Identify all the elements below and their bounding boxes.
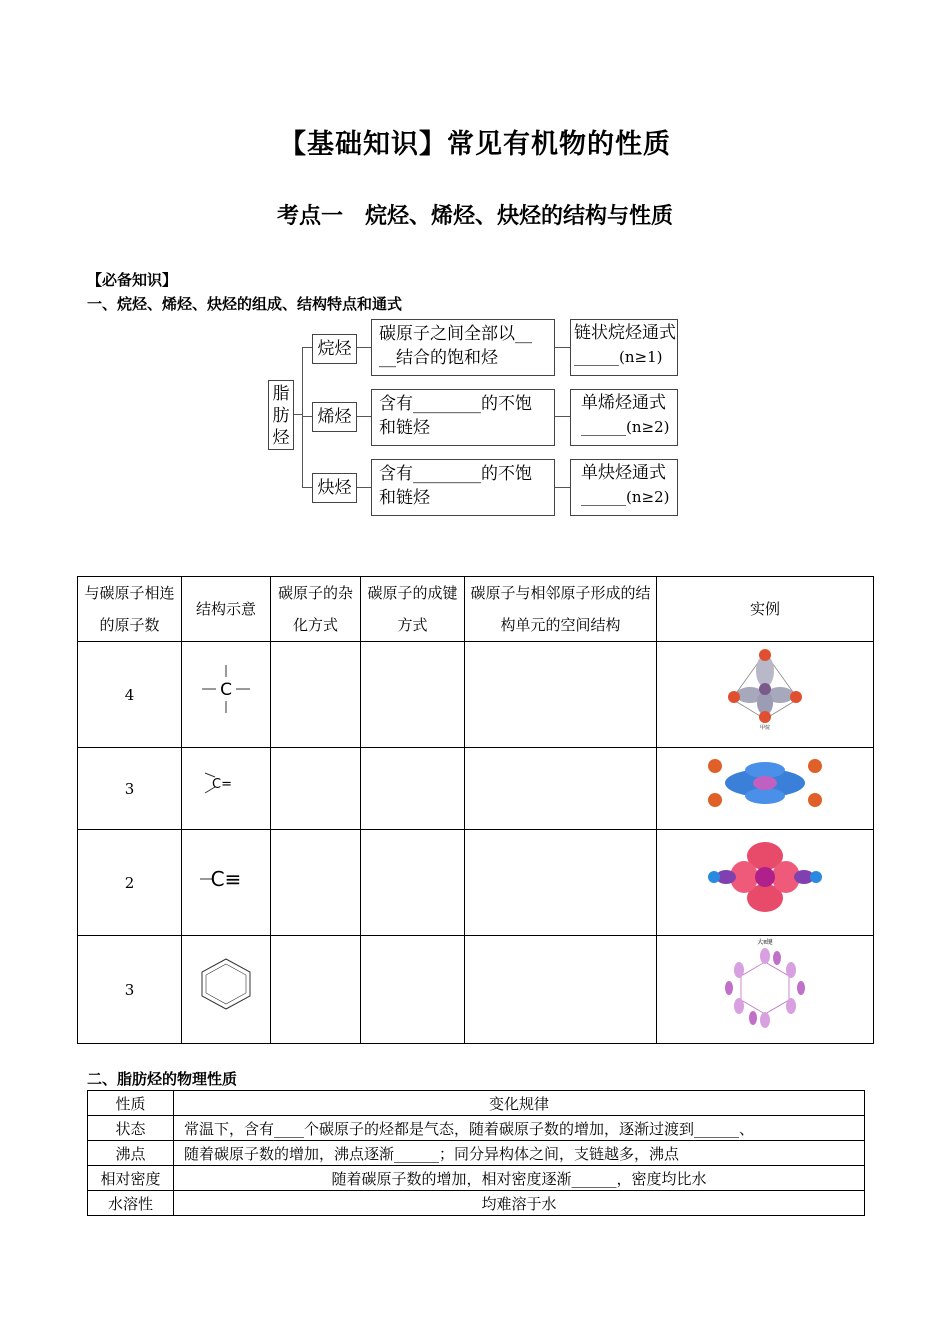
table-header: 碳原子与相邻原子形成的结构单元的空间结构 [465, 577, 657, 642]
diagram-alkene-formula [570, 389, 678, 446]
table-header: 碳原子的杂化方式 [271, 577, 361, 642]
table-header: 碳原子的成键方式 [361, 577, 465, 642]
structure-cell [182, 830, 271, 936]
formula-label: 单烯烃通式 [581, 393, 666, 413]
neighbor-count: 4 [78, 642, 182, 748]
table-header: 与碳原子相连的原子数 [78, 577, 182, 642]
physical-properties-table [87, 1090, 865, 1216]
section-label: 【必备知识】 [87, 271, 178, 289]
desc-line: 碳原子之间全部以__ [379, 324, 532, 344]
table-row [78, 748, 874, 830]
diagram-alkane-desc [371, 319, 555, 376]
bracket-line [302, 347, 303, 488]
example-cell [657, 748, 874, 830]
connector-line [555, 487, 570, 488]
bracket-line [302, 487, 312, 488]
connector-line [555, 416, 570, 417]
bracket-line [294, 414, 302, 415]
empty-cell [361, 936, 465, 1044]
desc-line: 和链烃 [379, 418, 430, 438]
desc-line: 和链烃 [379, 488, 430, 508]
section1-heading: 一、烷烃、烯烃、炔烃的组成、结构特点和通式 [87, 295, 403, 313]
carbon-symbol: C= [212, 777, 232, 792]
diagram-alkene: 烯烃 [312, 402, 357, 432]
table-header-row [78, 577, 874, 642]
table-header: 性质 [88, 1091, 174, 1116]
connector-line [357, 416, 371, 417]
methane-model-icon [720, 647, 810, 731]
property-name: 相对密度 [88, 1166, 174, 1191]
acetylene-model-icon [706, 834, 824, 920]
table-header: 变化规律 [174, 1091, 865, 1116]
sp2-carbon-icon [201, 763, 251, 803]
root-char: 肪 [272, 406, 290, 426]
bracket-line [302, 416, 312, 417]
diagram-alkane-formula [570, 319, 678, 376]
diagram-alkane: 烷烃 [312, 334, 357, 364]
formula-blank: ______(n≥2) [581, 418, 670, 436]
connector-line [555, 347, 570, 348]
carbon-symbol: C [220, 680, 232, 700]
connector-line [357, 347, 371, 348]
property-rule: 随着碳原子数的增加，沸点逐渐______；同分异构体之间，支链越多，沸点 [174, 1141, 865, 1166]
desc-line: 含有________的不饱 [379, 394, 532, 414]
structure-cell [182, 748, 271, 830]
property-rule: 均难溶于水 [174, 1191, 865, 1216]
empty-cell [271, 642, 361, 748]
empty-cell [271, 936, 361, 1044]
property-name: 水溶性 [88, 1191, 174, 1216]
methane-label: 甲烷 [759, 725, 771, 731]
empty-cell [361, 748, 465, 830]
diagram-root [268, 380, 294, 450]
property-name: 状态 [88, 1116, 174, 1141]
empty-cell [361, 830, 465, 936]
root-char: 脂 [272, 384, 290, 404]
table-header-row [88, 1091, 865, 1116]
structure-cell [182, 642, 271, 748]
empty-cell [361, 642, 465, 748]
formula-label: 链状烷烃通式 [574, 323, 676, 343]
empty-cell [465, 936, 657, 1044]
example-cell [657, 642, 874, 748]
formula-label: 单炔烃通式 [581, 463, 666, 483]
neighbor-count: 2 [78, 830, 182, 936]
connector-line [357, 487, 371, 488]
structure-cell [182, 936, 271, 1044]
empty-cell [465, 748, 657, 830]
desc-line: __结合的饱和烃 [379, 348, 498, 368]
page-subtitle: 考点一 烷烃、烯烃、炔烃的结构与性质 [276, 204, 673, 229]
table-header: 实例 [657, 577, 874, 642]
sp3-carbon-icon [196, 659, 256, 719]
table-row [88, 1191, 865, 1216]
table-row [78, 936, 874, 1044]
property-name: 沸点 [88, 1141, 174, 1166]
pi-bond-label: 大π键 [757, 939, 773, 946]
diagram-alkyne: 炔烃 [312, 473, 357, 503]
benzene-ring-icon [196, 956, 256, 1012]
desc-line: 含有________的不饱 [379, 464, 532, 484]
property-rule: 随着碳原子数的增加，相对密度逐渐______，密度均比水 [174, 1166, 865, 1191]
table-header: 结构示意 [182, 577, 271, 642]
root-char: 烃 [272, 428, 290, 448]
bracket-line [302, 347, 312, 348]
table-row [88, 1166, 865, 1191]
diagram-alkyne-desc [371, 459, 555, 516]
table-row [88, 1141, 865, 1166]
formula-blank: ______(n≥2) [581, 488, 670, 506]
carbon-symbol: C≡ [210, 867, 242, 891]
example-cell [657, 830, 874, 936]
page-title: 【基础知识】常见有机物的性质 [279, 129, 671, 160]
table-row [78, 642, 874, 748]
section2-heading: 二、脂肪烃的物理性质 [87, 1070, 238, 1088]
property-rule: 常温下，含有____个碳原子的烃都是气态，随着碳原子数的增加，逐渐过渡到______、 [174, 1116, 865, 1141]
table-row [88, 1116, 865, 1141]
empty-cell [465, 642, 657, 748]
neighbor-count: 3 [78, 748, 182, 830]
formula-blank: ______(n≥1) [574, 348, 663, 366]
benzene-pi-bond-icon [717, 936, 813, 1032]
empty-cell [465, 830, 657, 936]
table-row [78, 830, 874, 936]
neighbor-count: 3 [78, 936, 182, 1044]
empty-cell [271, 830, 361, 936]
carbon-structure-table [77, 576, 874, 1044]
ethylene-model-icon [705, 750, 825, 816]
diagram-alkene-desc [371, 389, 555, 446]
sp-carbon-icon [196, 857, 256, 897]
empty-cell [271, 748, 361, 830]
example-cell [657, 936, 874, 1044]
diagram-alkyne-formula [570, 459, 678, 516]
